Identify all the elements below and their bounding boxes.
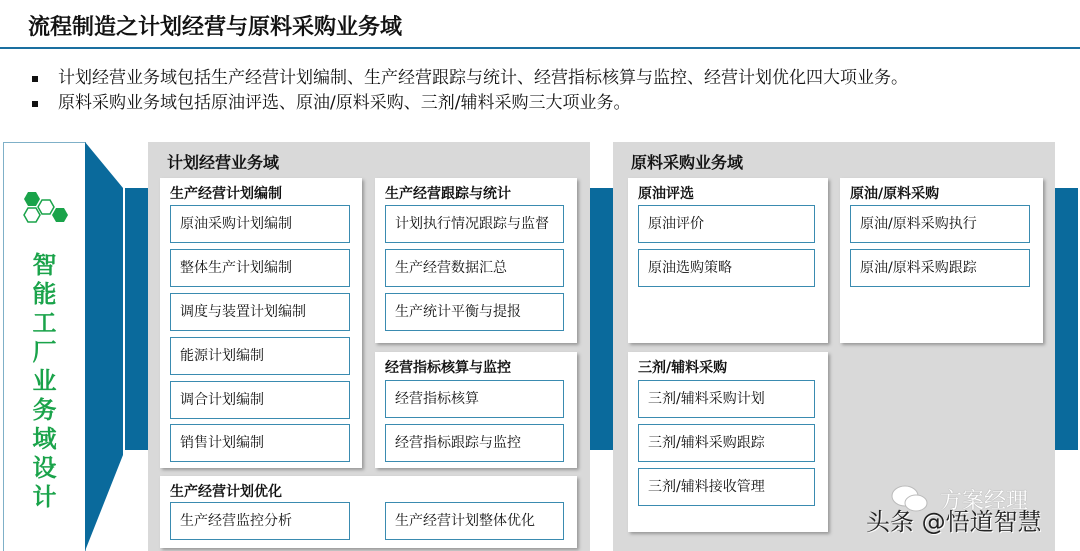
hexagon-logo-icon: [22, 191, 72, 225]
group-title: 生产经营跟踪与统计: [385, 186, 511, 202]
business-item[interactable]: 销售计划编制: [170, 424, 350, 462]
side-label-box: [3, 142, 86, 551]
business-item[interactable]: 经营指标跟踪与监控: [385, 424, 564, 462]
business-item[interactable]: 整体生产计划编制: [170, 249, 350, 287]
group-title: 生产经营计划优化: [170, 484, 282, 500]
connector-bar: [1055, 188, 1078, 450]
business-item[interactable]: 三剂/辅料采购跟踪: [638, 424, 815, 462]
group-title: 原油评选: [638, 186, 694, 202]
business-item[interactable]: 原油评价: [638, 205, 815, 243]
business-item[interactable]: 原油采购计划编制: [170, 205, 350, 243]
bullet-list: [30, 66, 908, 116]
business-item[interactable]: 三剂/辅料接收管理: [638, 468, 815, 506]
group-title: 生产经营计划编制: [170, 186, 282, 202]
connector-bar: [590, 188, 613, 450]
business-item[interactable]: 生产统计平衡与提报: [385, 293, 564, 331]
business-item[interactable]: 调度与装置计划编制: [170, 293, 350, 331]
connector-shape: [85, 142, 125, 551]
group-title: 原油/原料采购: [850, 186, 940, 202]
business-item[interactable]: 原油/原料采购执行: [850, 205, 1030, 243]
business-item[interactable]: 经营指标核算: [385, 380, 564, 418]
business-item[interactable]: 生产经营数据汇总: [385, 249, 564, 287]
business-item[interactable]: 生产经营计划整体优化: [385, 502, 564, 540]
business-item[interactable]: 原油/原料采购跟踪: [850, 249, 1030, 287]
domain-title: 计划经营业务域: [167, 153, 280, 172]
domain-title: 原料采购业务域: [631, 153, 744, 172]
business-item[interactable]: 原油选购策略: [638, 249, 815, 287]
page-title: 流程制造之计划经营与原料采购业务域: [28, 15, 403, 40]
group-title: 三剂/辅料采购: [638, 360, 728, 376]
business-item[interactable]: 调合计划编制: [170, 381, 350, 419]
bullet-item: 原料采购业务域包括原油评选、原油/原料采购、三剂/辅料采购三大项业务。: [30, 91, 908, 116]
title-divider: [0, 47, 1080, 49]
side-label: [4, 251, 85, 512]
side-label-text: 智能工厂业务域设计: [32, 251, 57, 511]
group-title: 经营指标核算与监控: [385, 360, 511, 376]
business-item[interactable]: 能源计划编制: [170, 337, 350, 375]
connector-bar: [125, 188, 148, 450]
bullet-item: 计划经营业务域包括生产经营计划编制、生产经营跟踪与统计、经营指标核算与监控、经营计划优化四大项业务。: [30, 66, 908, 91]
watermark-text: 头条 @悟道智慧: [866, 508, 1042, 536]
business-item[interactable]: 计划执行情况跟踪与监督: [385, 205, 564, 243]
business-item[interactable]: 生产经营监控分析: [170, 502, 350, 540]
business-item[interactable]: 三剂/辅料采购计划: [638, 380, 815, 418]
watermark-text: 方案经理: [940, 489, 1029, 514]
